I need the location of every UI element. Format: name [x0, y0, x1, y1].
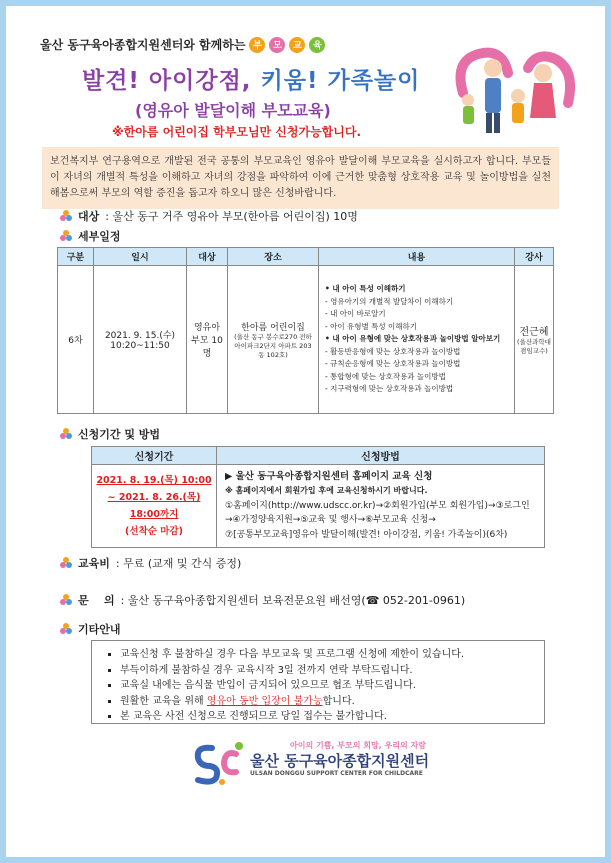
apply-heading-label: 신청기간 및 방법: [78, 428, 161, 441]
col-period: 신청기간: [92, 447, 217, 465]
footer-logo: [192, 738, 472, 788]
schedule-table: [57, 247, 554, 414]
col-place: 장소: [228, 248, 319, 266]
target-value: : 울산 동구 거주 영유아 부모(한아름 어린이집) 10명: [105, 210, 358, 223]
col-round: 구분: [58, 248, 94, 266]
method-cell: [217, 465, 545, 548]
place-cell: [228, 266, 319, 414]
schedule-header-row: [58, 248, 554, 266]
content-line: - 지구력형에 맞는 상호작용과 놀이방법: [325, 384, 454, 394]
instructor-name: 전근혜: [519, 327, 549, 338]
apply-header-row: [92, 447, 545, 465]
content-line: - 내 아이 바로알기: [325, 309, 386, 319]
title-part-b: 키움! 가족놀이: [260, 68, 421, 94]
col-instructor: 강사: [515, 248, 554, 266]
method-step-2: →④가정양육지원→⑤교육 및 행사→⑥부모교육 신청→: [225, 515, 436, 526]
content-line: - 활동반응형에 맞는 상호작용과 놀이방법: [325, 346, 461, 356]
contact-label: 문 의: [78, 594, 115, 607]
col-datetime: 일시: [94, 248, 187, 266]
instructor-detail: (울산과학대 겸임교수): [517, 338, 551, 355]
content-line: - 아이 유형별 특성 이해하기: [325, 321, 417, 331]
content-line: - 규칙순응형에 맞는 상호작용과 놀이방법: [325, 359, 461, 369]
footer-slogan: 아이의 기쁨, 부모의 희망, 우리의 자람: [290, 741, 426, 750]
eligibility-notice: ※한아름 어린이집 학부모님만 신청가능합니다.: [112, 125, 362, 139]
content-line: • 내 아이 특성 이해하기: [325, 284, 406, 294]
family-illustration: [448, 38, 578, 138]
footer-name-en: ULSAN DONGGU SUPPORT CENTER FOR CHILDCARE: [250, 770, 423, 777]
fee-value: : 무료 (교재 및 간식 증정): [115, 557, 242, 570]
list-item: ▪ 부득이하게 불참하실 경우 교육시작 3일 전까지 연락 부탁드립니다.: [120, 663, 532, 679]
contact-line: [60, 592, 465, 608]
method-note: ※ 홈페이지에서 회원가입 후에 교육신청하시기 바랍니다.: [225, 486, 428, 496]
target-label: 대상: [78, 210, 100, 223]
period-note: (선착순 마감): [125, 526, 183, 537]
header-prefix: 울산 동구육아종합지원센터와 함께하는: [40, 38, 246, 52]
header-line: [40, 36, 460, 53]
list-item: ▪ 교육신청 후 불참하실 경우 다음 부모교육 및 프로그램 신청에 제한이 있습니다.: [120, 647, 532, 663]
schedule-heading: [60, 228, 121, 244]
etc-heading: [60, 621, 121, 637]
center-logo-icon: [192, 740, 244, 786]
flower-icon: [60, 623, 72, 635]
list-item: ▪ 교육실 내에는 음식물 반입이 금지되어 있으므로 협조 부탁드립니다.: [120, 678, 532, 694]
apply-heading: [60, 426, 160, 442]
period-cell: [92, 465, 217, 548]
badge-2: 모: [269, 37, 285, 53]
title-part-a: 발견! 아이강점,: [82, 68, 252, 94]
target-line: [60, 208, 358, 224]
badge-4: 육: [309, 37, 325, 53]
datetime-cell: [94, 266, 187, 414]
content-line: • 내 아이 유형에 맞는 상호작용과 놀이방법 알아보기: [325, 334, 501, 344]
flower-icon: [60, 230, 72, 242]
period-start: 2021. 8. 19.(목) 10:00: [96, 475, 212, 486]
footer-name: 울산 동구육아종합지원센터: [250, 752, 430, 770]
page-subtitle: (영유아 발달이해 부모교육): [135, 101, 331, 120]
flower-icon: [60, 210, 72, 222]
period-end: ~ 2021. 8. 26.(목) 18:00까지: [107, 492, 201, 520]
method-title: ▶ 울산 동구육아종합지원센터 홈페이지 교육 신청: [225, 470, 433, 482]
list-item: ▪ 본 교육은 사전 신청으로 진행되므로 당일 접수는 불가합니다.: [120, 709, 532, 725]
flower-icon: [60, 557, 72, 569]
fee-line: [60, 555, 241, 571]
instructor-cell: [515, 266, 554, 414]
method-step-3: ⑦[공통부모교육]영유아 발달이해(발견! 아이강점, 키움! 가족놀이)(6차): [225, 529, 508, 540]
badge-3: 교: [289, 37, 305, 53]
datetime-date: 2021. 9. 15.(수): [104, 331, 176, 341]
col-method: 신청방법: [217, 447, 545, 465]
etc-box: [91, 640, 545, 724]
col-content: 내용: [319, 248, 515, 266]
table-row: [92, 465, 545, 548]
fee-label: 교육비: [78, 557, 110, 570]
round-cell: 6차: [58, 266, 94, 414]
place-detail: (울산 동구 봉수로270 전하아이파크2단지 아파트 203동 102호): [234, 332, 312, 359]
intro-paragraph: 보건복지부 연구용역으로 개발된 전국 공통의 부모교육인 영유아 발달이해 부모교육을 실시하고자 합니다. 부모들이 자녀의 개별적 특성을 이해하고 자녀의 강점을 파악하여 이에 근거한 맞춤형 상호작용 교육 및 놀이방법을 실천해봄으로써 부모의 역할 증진을 돕고자 하오니 많은 신청바랍니다.: [42, 147, 559, 209]
flower-icon: [60, 594, 72, 606]
audience-cell: 영유아 부모 10명: [187, 266, 228, 414]
content-line: - 통합형에 맞는 상호작용과 놀이방법: [325, 371, 446, 381]
col-audience: 대상: [187, 248, 228, 266]
list-item: ▪ 원활한 교육을 위해 영유아 동반 입장이 불가능합니다.: [120, 694, 532, 710]
contact-value: : 울산 동구육아종합지원센터 보육전문요원 배선영(☎ 052-201-0961): [120, 594, 466, 607]
apply-table: [91, 446, 545, 548]
content-line: - 영유아기의 개별적 발달차이 이해하기: [325, 296, 454, 306]
schedule-heading-label: 세부일정: [78, 230, 121, 243]
datetime-time: 10:20~11:50: [110, 341, 170, 351]
page-title: [82, 62, 420, 95]
table-row: [58, 266, 554, 414]
place-name: 한아름 어린이집: [241, 322, 305, 333]
flower-icon: [60, 428, 72, 440]
method-step-1: ①홈페이지(http://www.udscc.or.kr)→②회원가입(부모 회원가입)→③로그인: [225, 500, 530, 511]
etc-heading-label: 기타안내: [78, 623, 121, 636]
badge-1: 부: [249, 37, 265, 53]
content-cell: [319, 266, 515, 414]
